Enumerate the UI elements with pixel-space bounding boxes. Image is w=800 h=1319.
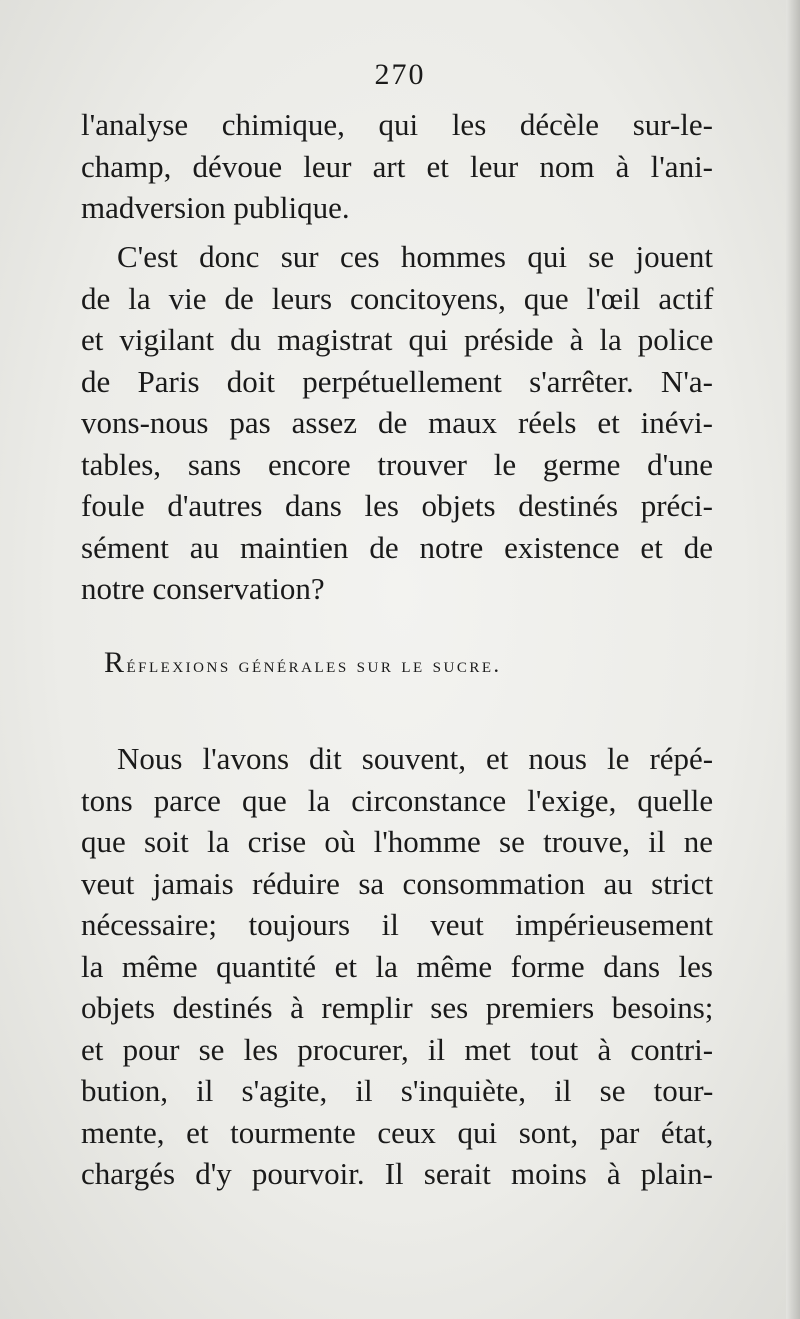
text-line: tables, sans encore trouver le germe d'une <box>81 446 713 482</box>
text-line: nécessaire; toujours il veut impérieusement <box>81 907 714 942</box>
text-line: objets destinés à remplir ses premiers besoins; <box>81 990 714 1025</box>
heading-initial: R <box>104 646 127 679</box>
text-line: de la vie de leurs concitoyens, que l'œil actif <box>81 280 714 316</box>
paragraph-magistrate <box>81 236 713 610</box>
text-line: chargés d'y pourvoir. Il serait moins à plain- <box>81 1156 713 1191</box>
text-line: bution, il s'agite, il s'inquiète, il se tour- <box>81 1073 714 1108</box>
text-line: sément au maintien de notre existence et de <box>81 529 713 565</box>
text-line: C'est donc sur ces hommes qui se jouent <box>117 239 713 274</box>
text-line: notre conservation? <box>81 571 325 606</box>
paragraph-sugar <box>81 738 713 1195</box>
page-edge <box>786 0 800 1319</box>
heading-text: éflexions générales sur le sucre. <box>126 652 502 677</box>
text-line: champ, dévoue leur art et leur nom à l'ani- <box>81 148 713 184</box>
text-line: veut jamais réduire sa consommation au strict <box>81 865 714 901</box>
section-heading <box>104 646 704 680</box>
text-line: la même quantité et la même forme dans les <box>81 948 713 984</box>
text-line: que soit la crise où l'homme se trouve, il ne <box>81 824 713 859</box>
text-line: madversion publique. <box>81 190 350 225</box>
text-line: tons parce que la circonstance l'exige, quelle <box>81 782 714 818</box>
text-line: Nous l'avons dit souvent, et nous le répé- <box>117 741 714 776</box>
paragraph-continued <box>81 104 713 229</box>
text-line: et vigilant du magistrat qui préside à la police <box>81 322 714 357</box>
text-line: mente, et tourmente ceux qui sont, par état, <box>81 1114 714 1150</box>
text-line: et pour se les procurer, il met tout à contri- <box>81 1031 714 1067</box>
text-line: de Paris doit perpétuellement s'arrêter. N'a- <box>81 363 713 399</box>
text-line: vons-nous pas assez de maux réels et inévi- <box>81 405 713 440</box>
text-line: l'analyse chimique, qui les décèle sur-le- <box>81 107 713 142</box>
page-number: 270 <box>374 58 426 91</box>
text-line: foule d'autres dans les objets destinés préci- <box>81 488 713 523</box>
